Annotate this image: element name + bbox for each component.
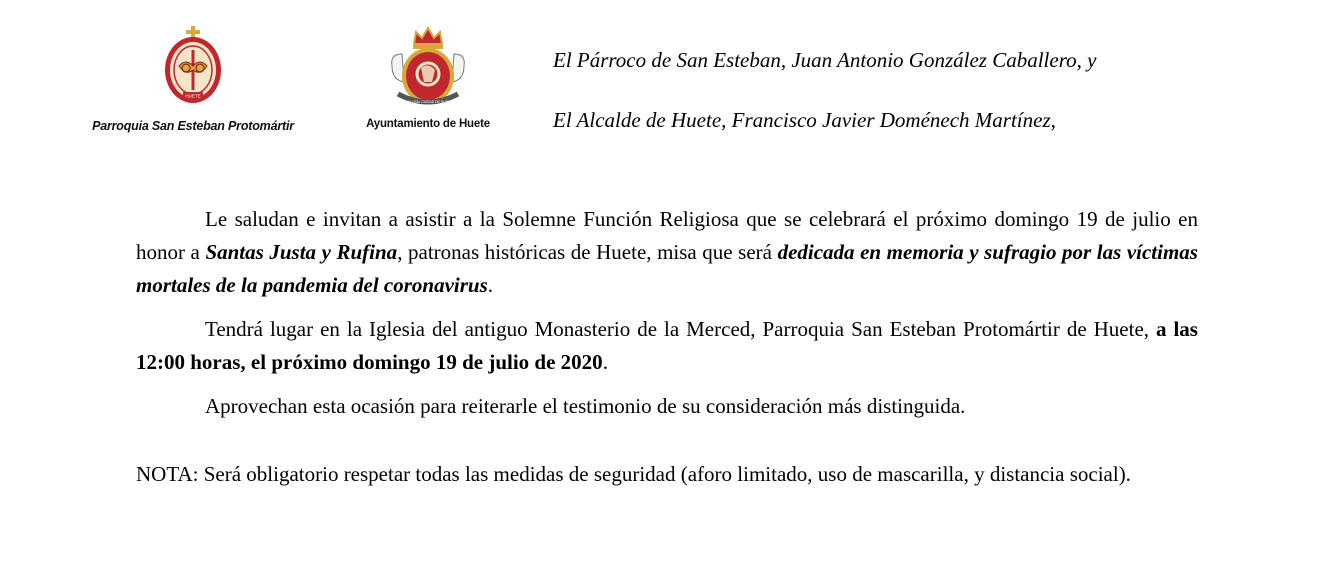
closing-paragraph [136,390,1198,423]
signatory-line-mayor: El Alcalde de Huete, Francisco Javier Doménech Martínez, [553,108,1056,132]
location-paragraph [136,313,1198,379]
invitation-period: . [487,273,493,297]
parish-logo-block [80,24,306,133]
town-logo-caption: Ayuntamiento de Huete [366,118,490,130]
invitation-text-start: Le saludan e invitan a asistir a la Solemne Función Religiosa que se celebrará el próximo domingo 19 de julio en honor a [136,207,1198,264]
safety-note: NOTA: Será obligatorio respetar todas las medidas de seguridad (aforo limitado, uso de mascarilla, y distancia social). [136,462,1131,486]
town-seal-text: MUY LEAL CIUDAD DE HUETE [403,100,453,104]
event-date-time: a las 12:00 horas, el próximo domingo 19 de julio de 2020 [136,317,1198,374]
parish-logo-caption: Parroquia San Esteban Protomártir [92,119,294,133]
location-period: . [602,350,608,374]
invitation-paragraph [136,203,1198,302]
signatory-line-parish-priest: El Párroco de San Esteban, Juan Antonio González Caballero, y [553,48,1097,72]
town-hall-logo-block [360,24,496,130]
invitation-text-middle: , patronas históricas de Huete, misa que será [397,240,778,264]
location-text: Tendrá lugar en la Iglesia del antiguo Monasterio de la Merced, Parroquia San Esteban Protomártir de Huete, [205,317,1156,341]
town-coat-of-arms-logo [388,24,468,110]
parish-seal-logo [162,24,224,108]
parish-seal-text: HUETE [185,93,201,99]
closing-text: Aprovechan esta ocasión para reiterarle el testimonio de su consideración más distinguida. [205,394,966,418]
patron-saints-name: Santas Justa y Rufina [205,240,398,264]
memorial-dedication: dedicada en memoria y sufragio por las víctimas mortales de la pandemia del coronavirus [136,240,1198,297]
